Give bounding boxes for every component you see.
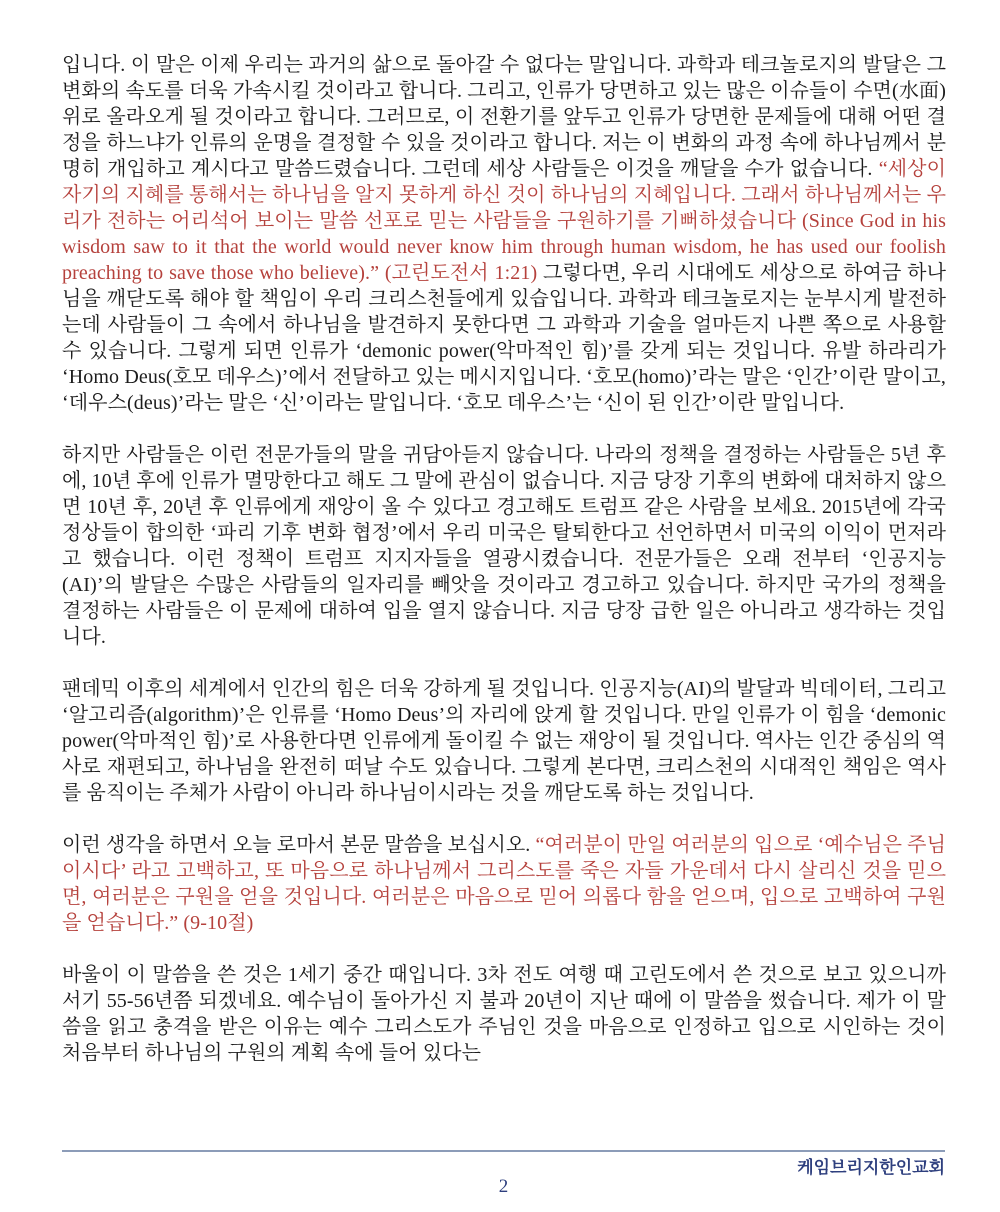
scripture-quote: “세상이 자기의 지혜를 통해서는 하나님을 알지 못하게 하신 것이 하나님의 지혜입니다. 그래서 하나님께서는 우리가 전하는 어리석어 보이는 말씀 선포로 믿는 사람들을 구원하기를 기뻐하셨습니다 (Since God in his wisdom saw to it that the world would never know him through human wisdom, he has used our foolish preaching to save those who believe).” (고린도전서 1:21): [62, 158, 946, 284]
page-number: 2: [498, 1176, 509, 1197]
page-footer: [62, 1150, 945, 1198]
body-text-segment: 바울이 이 말씀을 쓴 것은 1세기 중간 때입니다. 3차 전도 여행 때 고린도에서 쓴 것으로 보고 있으니까 서기 55-56년쯤 되겠네요. 예수님이 돌아가신 지 불과 20년이 지난 때에 이 말씀을 썼습니다. 제가 이 말씀을 읽고 충격을 받은 이유는 예수 그리스도가 주님인 것을 마음으로 인정하고 입으로 시인하는 것이 처음부터 하나님의 구원의 계획 속에 들어 있다는: [62, 964, 946, 1064]
body-text-segment: 그렇다면, 우리 시대에도 세상으로 하여금 하나님을 깨닫도록 해야 할 책임이 우리 크리스천들에게 있습입니다. 과학과 테크놀로지는 눈부시게 발전하는데 사람들이 그 속에서 하나님을 발견하지 못한다면 그 과학과 기술을 얼마든지 나쁜 쪽으로 사용할 수 있습니다. 그렇게 되면 인류가 ‘demonic power(악마적인 힘)’를 갖게 되는 것입니다. 유발 하라리가 ‘Homo Deus(호모 데우스)’에서 전달하고 있는 메시지입니다. ‘호모(homo)’라는 말은 ‘인간’이란 말이고, ‘데우스(deus)’라는 말은 ‘신’이라는 말입니다. ‘호모 데우스’는 ‘신이 된 인간’이란 말입니다.: [62, 262, 946, 414]
paragraph: [62, 676, 946, 806]
paragraph: [62, 442, 946, 650]
church-name: 케임브리지한인교회: [797, 1158, 945, 1177]
body-text-segment: 팬데믹 이후의 세계에서 인간의 힘은 더욱 강하게 될 것입니다. 인공지능(AI)의 발달과 빅데이터, 그리고 ‘알고리즘(algorithm)’은 인류를 ‘Homo Deus’의 자리에 앉게 할 것입니다. 만일 인류가 이 힘을 ‘demonic power(악마적인 힘)’로 사용한다면 인류에게 돌이킬 수 없는 재앙이 될 것입니다. 역사는 인간 중심의 역사로 재편되고, 하나님을 완전히 떠날 수도 있습니다. 그렇게 본다면, 크리스천의 시대적인 책임은 역사를 움직이는 주체가 사람이 아니라 하나님이시라는 것을 깨닫도록 하는 것입니다.: [62, 678, 946, 804]
paragraph: [62, 52, 946, 416]
footer-divider: [62, 1150, 945, 1152]
scripture-quote: “여러분이 만일 여러분의 입으로 ‘예수님은 주님이시다’ 라고 고백하고, 또 마음으로 하나님께서 그리스도를 죽은 자들 가운데서 다시 살리신 것을 믿으면, 여러분은 구원을 얻을 것입니다. 여러분은 마음으로 믿어 의롭다 함을 얻으며, 입으로 고백하여 구원을 얻습니다.” (9-10절): [62, 834, 947, 934]
body-text-segment: 이런 생각을 하면서 오늘 로마서 본문 말씀을 보십시오.: [62, 834, 536, 856]
paragraph: [62, 832, 946, 936]
sermon-body-text: [62, 52, 946, 1066]
body-text-segment: 하지만 사람들은 이런 전문가들의 말을 귀담아듣지 않습니다. 나라의 정책을 결정하는 사람들은 5년 후에, 10년 후에 인류가 멸망한다고 해도 그 말에 관심이 없습니다. 지금 당장 기후의 변화에 대처하지 않으면 10년 후, 20년 후 인류에게 재앙이 올 수 있다고 경고해도 트럼프 같은 사람을 보세요. 2015년에 각국 정상들이 합의한 ‘파리 기후 변화 협정’에서 우리 미국은 탈퇴한다고 선언하면서 미국의 이익이 먼저라고 했습니다. 이런 정책이 트럼프 지지자들을 열광시켰습니다. 전문가들은 오래 전부터 ‘인공지능(AI)’의 발달은 수많은 사람들의 일자리를 빼앗을 것이라고 경고하고 있습니다. 하지만 국가의 정책을 결정하는 사람들은 이 문제에 대하여 입을 열지 않습니다. 지금 당장 급한 일은 아니라고 생각하는 것입니다.: [62, 444, 946, 648]
body-text-segment: 입니다. 이 말은 이제 우리는 과거의 삶으로 돌아갈 수 없다는 말입니다. 과학과 테크놀로지의 발달은 그 변화의 속도를 더욱 가속시킬 것이라고 합니다. 그리고, 인류가 당면하고 있는 많은 이슈들이 수면(水面) 위로 올라오게 될 것이라고 합니다. 그러므로, 이 전환기를 앞두고 인류가 당면한 문제들에 대해 어떤 결정을 하느냐가 인류의 운명을 결정할 수 있을 것이라고 합니다. 저는 이 변화의 과정 속에 하나님께서 분명히 개입하고 계시다고 말씀드렸습니다. 그런데 세상 사람들은 이것을 깨달을 수가 없습니다.: [62, 54, 946, 180]
paragraph: [62, 962, 946, 1066]
